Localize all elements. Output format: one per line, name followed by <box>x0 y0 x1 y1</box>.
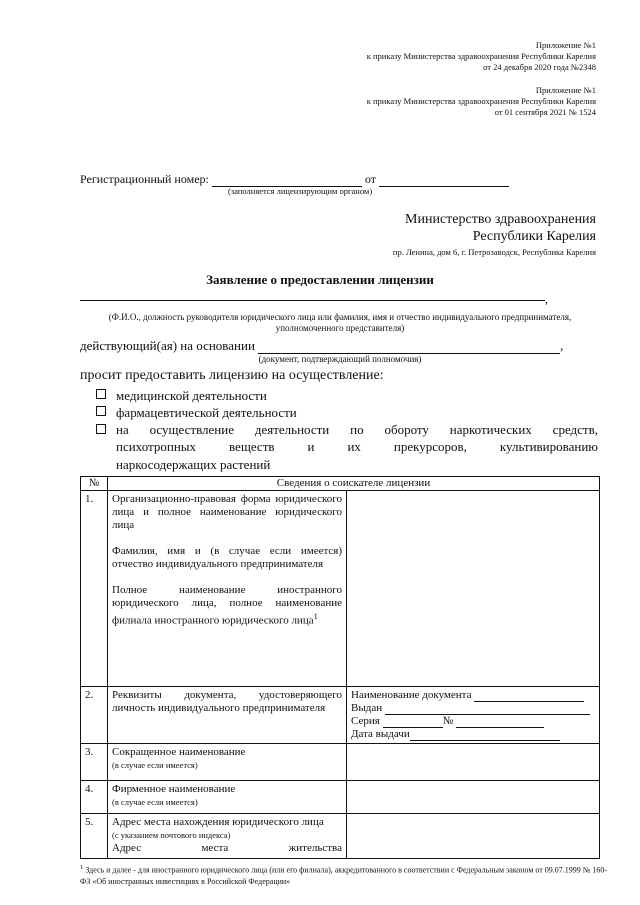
doc-name-field[interactable] <box>474 690 584 702</box>
row-label <box>108 781 347 814</box>
ministry-name: Министерство здравоохранения <box>405 212 596 227</box>
row-label: Реквизиты документа, удостоверяющего личность индивидуального предпринимателя <box>108 687 347 744</box>
row-num: 2. <box>81 687 108 744</box>
request-text: просит предоставить лицензию на осуществление: <box>80 368 384 383</box>
option-narcotic-label <box>116 421 598 455</box>
option-pharma[interactable] <box>96 405 297 421</box>
row-num: 5. <box>81 814 108 859</box>
row-num: 1. <box>81 491 108 687</box>
footnote-mark: 1 <box>80 864 84 871</box>
acting-line <box>80 338 563 354</box>
issued-line <box>351 702 595 715</box>
fio-comma: , <box>545 292 548 306</box>
series-label: Серия <box>351 715 380 727</box>
issued-field[interactable] <box>385 703 590 715</box>
option-medical[interactable] <box>96 388 267 404</box>
checkbox-medical[interactable] <box>96 389 106 399</box>
registration-label: Регистрационный номер: <box>80 172 209 186</box>
series-line <box>351 715 595 728</box>
issue-date-label: Дата выдачи <box>351 728 410 740</box>
ministry-address: пр. Ленина, дом 6, г. Петрозаводск, Республика Карелия <box>392 247 596 257</box>
row1-legal-form: Организационно-правовая форма юридического лица и полное наименование юридического лица <box>112 493 342 531</box>
table-row <box>81 744 600 781</box>
row1-value-cell[interactable] <box>347 491 600 687</box>
header-num: № <box>81 477 108 491</box>
registration-note: (заполняется лицензирующим органом) <box>228 186 373 196</box>
footnote-divider <box>80 858 230 859</box>
appendix-1 <box>367 40 596 73</box>
fio-note: (Ф.И.О., должность руководителя юридического лица или фамилия, имя и отчество индивидуального предпринимателя, уполномоченного представителя) <box>108 312 572 333</box>
brand-name-label: Фирменное наименование <box>112 783 236 795</box>
option-narcotic-checkbox-wrap[interactable] <box>96 423 116 439</box>
residence-label: Адрес места жительства <box>112 842 342 854</box>
narcotic-line-1: на осуществление деятельности по обороту наркотических средств, <box>116 422 598 437</box>
checkbox-narcotic[interactable] <box>96 424 106 434</box>
acting-comma: , <box>560 338 564 353</box>
appendix-1-order: к приказу Министерства здравоохранения Республики Карелия <box>366 51 596 61</box>
appendix-1-date: от 24 декабря 2020 года №2348 <box>483 62 596 72</box>
narcotic-line-3: наркосодержащих растений <box>116 457 271 472</box>
row-num: 4. <box>81 781 108 814</box>
option-pharma-label: фармацевтической деятельности <box>116 405 297 420</box>
footnote-text: Здесь и далее - для иностранного юридического лица (или его филиала), аккредитованного в соответствии с Федеральным законом от 09.07.1999 № 160-ФЗ «Об иностранных инвестициях в Российской Федерации» <box>80 865 608 886</box>
registration-line <box>80 172 509 187</box>
address-sub: (с указанием почтового индекса) <box>112 830 231 840</box>
short-name-sub: (в случае если имеется) <box>112 760 198 770</box>
row4-value-cell[interactable] <box>347 781 600 814</box>
row3-value-cell[interactable] <box>347 744 600 781</box>
row-num: 3. <box>81 744 108 781</box>
short-name-label: Сокращенное наименование <box>112 746 246 758</box>
row2-value-cell <box>347 687 600 744</box>
appendix-1-title: Приложение №1 <box>535 40 596 50</box>
ministry-region: Республики Карелия <box>472 229 596 244</box>
series-field[interactable] <box>383 716 443 728</box>
acting-basis-field[interactable] <box>258 341 560 354</box>
footnote-ref: 1 <box>313 611 318 621</box>
applicant-info-table <box>80 476 600 859</box>
option-medical-label: медицинской деятельности <box>116 388 267 403</box>
narcotic-line-2: психотропных веществ и их прекурсоров, культивированию <box>116 439 598 454</box>
doc-name-label: Наименование документа <box>351 689 472 701</box>
table-row <box>81 814 600 859</box>
issue-date-line <box>351 728 595 741</box>
registration-from-label: от <box>364 172 376 186</box>
row1-foreign-entity-text: Полное наименование иностранного юридического лица, полное наименование филиала иностранного юридического лица <box>112 584 342 627</box>
fio-field[interactable] <box>80 300 545 301</box>
number-label: № <box>442 715 454 727</box>
table-row <box>81 781 600 814</box>
row1-foreign-entity <box>112 584 342 628</box>
row-label <box>108 814 347 859</box>
issued-label: Выдан <box>351 702 383 714</box>
ministry-block <box>405 211 596 245</box>
number-field[interactable] <box>456 716 544 728</box>
table-row <box>81 491 600 687</box>
appendix-2-title: Приложение №1 <box>535 85 596 95</box>
row-label <box>108 744 347 781</box>
acting-label: действующий(ая) на основании <box>80 338 255 353</box>
issue-date-field[interactable] <box>410 729 560 741</box>
row-label <box>108 491 347 687</box>
appendix-2-order: к приказу Министерства здравоохранения Республики Карелия <box>366 96 596 106</box>
appendix-2 <box>367 85 596 118</box>
registration-date-field[interactable] <box>379 174 509 187</box>
address-label: Адрес места нахождения юридического лица <box>112 816 324 828</box>
row1-entrepreneur-name: Фамилия, имя и (в случае если имеется) отчество индивидуального предпринимателя <box>112 545 342 570</box>
checkbox-pharma[interactable] <box>96 406 106 416</box>
doc-name-line <box>351 689 595 702</box>
header-title: Сведения о соискателе лицензии <box>108 477 600 491</box>
table-row <box>81 687 600 744</box>
appendix-2-date: от 01 сентября 2021 № 1524 <box>494 107 596 117</box>
acting-note: (документ, подтверждающий полномочия) <box>258 354 422 364</box>
row5-value-cell[interactable] <box>347 814 600 859</box>
document-title: Заявление о предоставлении лицензии <box>206 272 434 287</box>
table-header <box>81 477 600 491</box>
footnote <box>80 862 610 887</box>
brand-name-sub: (в случае если имеется) <box>112 797 198 807</box>
